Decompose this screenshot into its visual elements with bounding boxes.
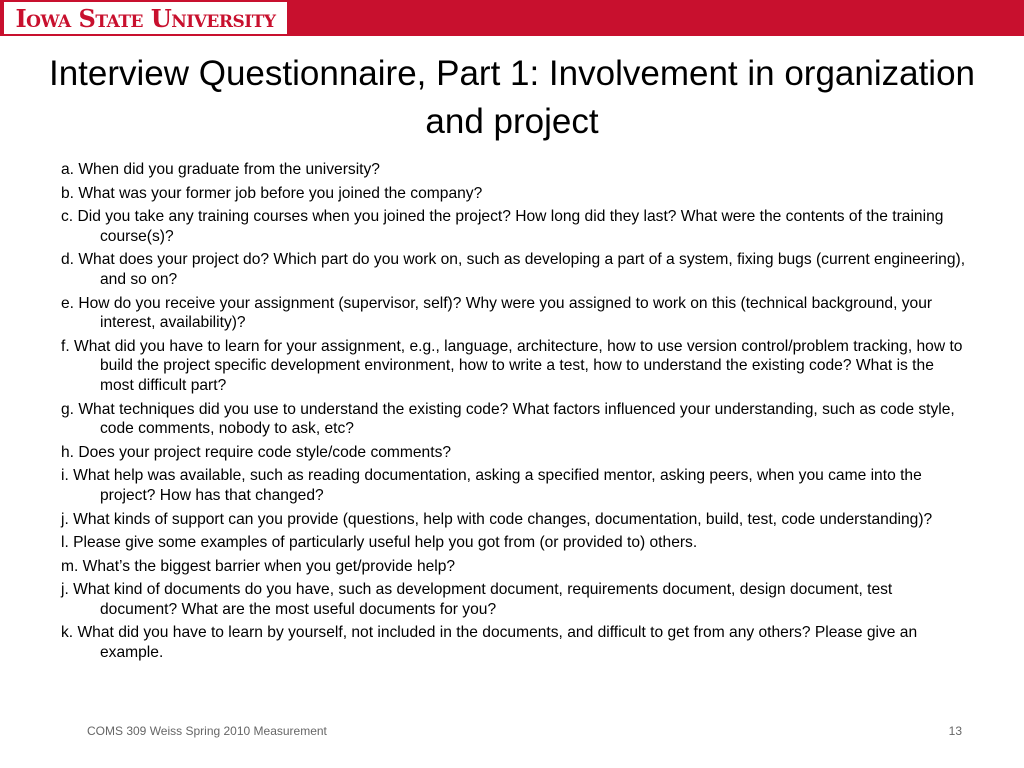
question-item: f. What did you have to learn for your assignment, e.g., language, architecture, how to use version control/problem tracking, how to build the project specific development environment, how to write a test, how to understand the existing code? What is the most difficult part? bbox=[61, 337, 963, 394]
header-bar bbox=[0, 0, 1024, 36]
question-list bbox=[61, 160, 966, 667]
question-item: e. How do you receive your assignment (supervisor, self)? Why were you assigned to work on this (technical background, your interest, availability)? bbox=[61, 294, 933, 332]
question-item: i. What help was available, such as reading documentation, asking a specified mentor, asking peers, when you came into the project? How has that changed? bbox=[61, 467, 922, 504]
question-item: a. When did you graduate from the university? bbox=[61, 161, 380, 178]
question-item: g. What techniques did you use to understand the existing code? What factors influenced your understanding, such as code style, code comments, nobody to ask, etc? bbox=[61, 400, 955, 438]
question-item: c. Did you take any training courses when you joined the project? How long did they last? What were the contents of the training course(s)? bbox=[61, 208, 944, 245]
question-item: l. Please give some examples of particularly useful help you got from (or provided to) others. bbox=[61, 534, 698, 552]
question-item: j. What kind of documents do you have, such as development document, requirements document, design document, test document? What are the most useful documents for you? bbox=[61, 581, 893, 618]
question-item: m. What’s the biggest barrier when you get/provide help? bbox=[61, 557, 456, 575]
question-item: k. What did you have to learn by yourself, not included in the documents, and difficult to get from any others? Please give an example. bbox=[61, 624, 918, 662]
footer-course-label: COMS 309 Weiss Spring 2010 Measurement bbox=[87, 724, 327, 738]
slide-number: 13 bbox=[948, 724, 962, 738]
question-item: b. What was your former job before you joined the company? bbox=[61, 184, 483, 202]
question-item: j. What kinds of support can you provide (questions, help with code changes, documentation, build, test, code understanding)? bbox=[61, 510, 933, 528]
question-item: h. Does your project require code style/code comments? bbox=[61, 443, 452, 461]
university-logo: Iowa State University bbox=[4, 2, 287, 34]
question-item: d. What does your project do? Which part do you work on, such as developing a part of a system, fixing bugs (current engineering), and so on? bbox=[61, 251, 966, 288]
slide-title: Interview Questionnaire, Part 1: Involvement in organization and project bbox=[48, 54, 976, 141]
